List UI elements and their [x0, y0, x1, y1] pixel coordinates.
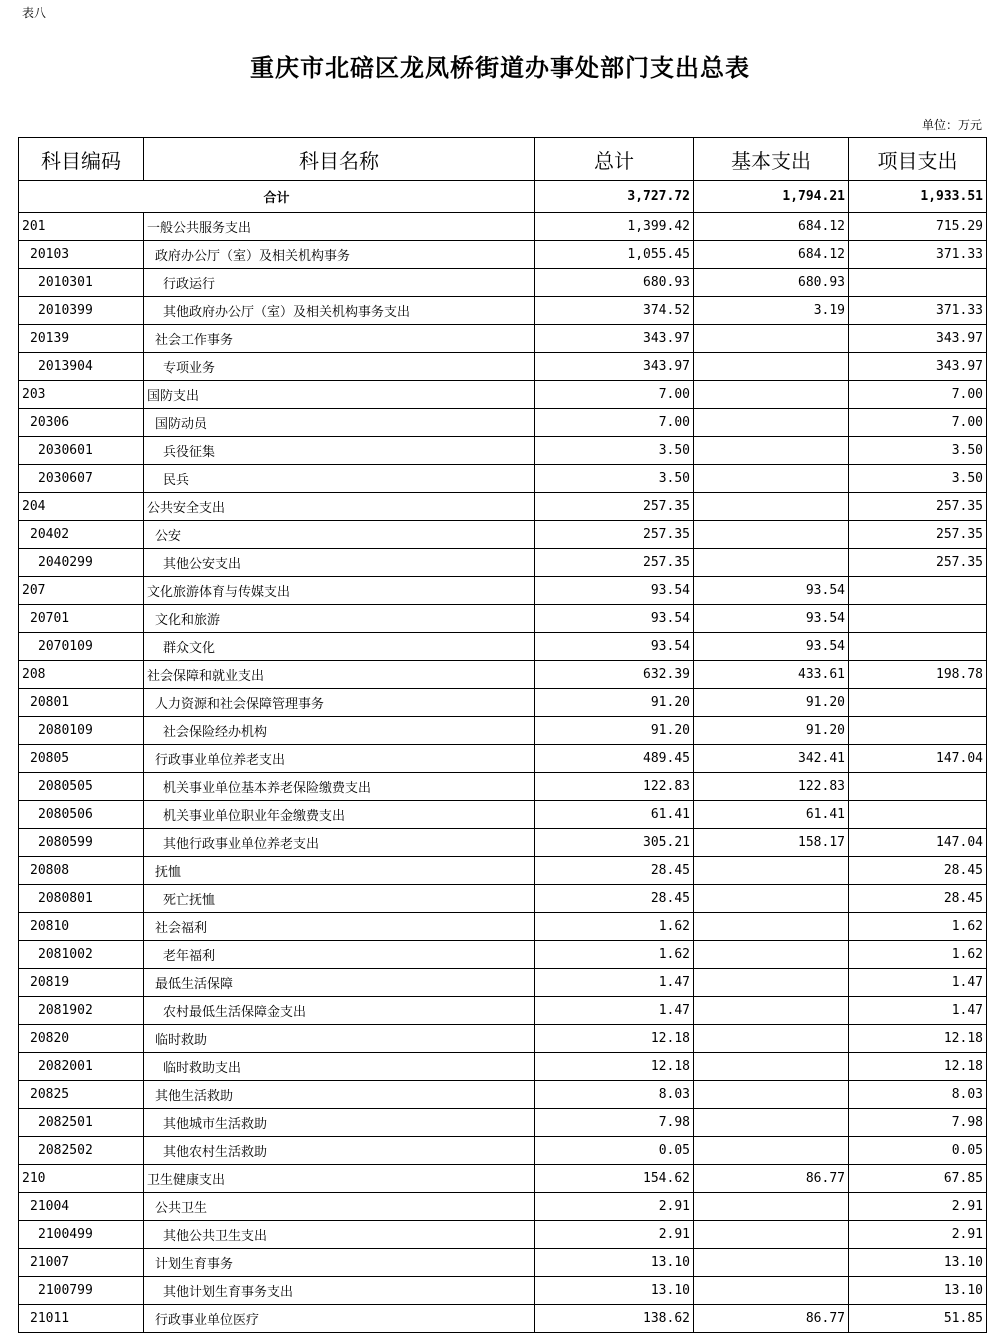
table-row [19, 549, 987, 577]
row-basic: 680.93 [694, 269, 849, 297]
row-project: 715.29 [849, 213, 987, 241]
header-project: 项目支出 [849, 138, 987, 181]
row-code: 2100499 [19, 1221, 144, 1249]
table-row [19, 941, 987, 969]
row-total: 3.50 [535, 437, 694, 465]
table-row [19, 1053, 987, 1081]
row-total: 7.00 [535, 409, 694, 437]
table-row [19, 1025, 987, 1053]
row-code: 207 [19, 577, 144, 605]
table-row [19, 1221, 987, 1249]
row-name: 群众文化 [144, 633, 535, 661]
row-name: 机关事业单位基本养老保险缴费支出 [144, 773, 535, 801]
row-code: 20402 [19, 521, 144, 549]
row-project: 7.98 [849, 1109, 987, 1137]
row-code: 20825 [19, 1081, 144, 1109]
row-code: 2080505 [19, 773, 144, 801]
row-total: 0.05 [535, 1137, 694, 1165]
unit-label: 单位：万元 [921, 118, 982, 132]
table-row [19, 885, 987, 913]
row-name: 政府办公厅（室）及相关机构事务 [144, 241, 535, 269]
row-name: 其他公共卫生支出 [144, 1221, 535, 1249]
header-basic: 基本支出 [694, 138, 849, 181]
row-basic [694, 409, 849, 437]
row-project [849, 801, 987, 829]
row-code: 20819 [19, 969, 144, 997]
row-name: 其他计划生育事务支出 [144, 1277, 535, 1305]
row-code: 2100799 [19, 1277, 144, 1305]
table-row [19, 437, 987, 465]
row-project: 257.35 [849, 549, 987, 577]
table-row [19, 1081, 987, 1109]
table-row [19, 717, 987, 745]
row-project: 0.05 [849, 1137, 987, 1165]
row-project: 3.50 [849, 437, 987, 465]
row-basic: 3.19 [694, 297, 849, 325]
row-basic: 91.20 [694, 717, 849, 745]
table-row [19, 381, 987, 409]
table-row [19, 269, 987, 297]
row-total: 12.18 [535, 1053, 694, 1081]
row-project: 198.78 [849, 661, 987, 689]
row-total: 12.18 [535, 1025, 694, 1053]
row-project [849, 633, 987, 661]
row-name: 社会保障和就业支出 [144, 661, 535, 689]
row-basic: 684.12 [694, 213, 849, 241]
row-project: 7.00 [849, 409, 987, 437]
row-total: 154.62 [535, 1165, 694, 1193]
row-name: 其他生活救助 [144, 1081, 535, 1109]
row-code: 2080109 [19, 717, 144, 745]
table-row [19, 689, 987, 717]
row-code: 2082001 [19, 1053, 144, 1081]
table-row [19, 1109, 987, 1137]
row-name: 兵役征集 [144, 437, 535, 465]
row-project: 1.62 [849, 941, 987, 969]
row-code: 20306 [19, 409, 144, 437]
table-row [19, 465, 987, 493]
row-name: 计划生育事务 [144, 1249, 535, 1277]
row-project: 8.03 [849, 1081, 987, 1109]
row-code: 201 [19, 213, 144, 241]
row-basic [694, 885, 849, 913]
row-name: 机关事业单位职业年金缴费支出 [144, 801, 535, 829]
row-total: 680.93 [535, 269, 694, 297]
row-code: 2013904 [19, 353, 144, 381]
row-project: 343.97 [849, 353, 987, 381]
table-row [19, 353, 987, 381]
row-code: 2081902 [19, 997, 144, 1025]
table-row [19, 1137, 987, 1165]
row-total: 343.97 [535, 353, 694, 381]
row-name: 社会保险经办机构 [144, 717, 535, 745]
row-basic [694, 941, 849, 969]
row-total: 7.98 [535, 1109, 694, 1137]
row-code: 2080506 [19, 801, 144, 829]
total-sum: 3,727.72 [535, 181, 694, 213]
row-project: 3.50 [849, 465, 987, 493]
header-code: 科目编码 [19, 138, 144, 181]
row-total: 91.20 [535, 689, 694, 717]
row-name: 其他政府办公厅（室）及相关机构事务支出 [144, 297, 535, 325]
row-basic [694, 969, 849, 997]
row-basic [694, 437, 849, 465]
row-total: 28.45 [535, 857, 694, 885]
row-name: 公共卫生 [144, 1193, 535, 1221]
row-project: 12.18 [849, 1025, 987, 1053]
row-name: 抚恤 [144, 857, 535, 885]
row-total: 374.52 [535, 297, 694, 325]
row-total: 489.45 [535, 745, 694, 773]
row-total: 1,055.45 [535, 241, 694, 269]
row-name: 文化旅游体育与传媒支出 [144, 577, 535, 605]
row-project [849, 577, 987, 605]
row-basic [694, 1277, 849, 1305]
row-project: 147.04 [849, 829, 987, 857]
row-basic: 86.77 [694, 1165, 849, 1193]
row-total: 91.20 [535, 717, 694, 745]
row-total: 93.54 [535, 605, 694, 633]
row-basic: 342.41 [694, 745, 849, 773]
row-project: 28.45 [849, 885, 987, 913]
row-name: 一般公共服务支出 [144, 213, 535, 241]
row-project: 371.33 [849, 297, 987, 325]
row-project: 7.00 [849, 381, 987, 409]
row-total: 257.35 [535, 521, 694, 549]
table-row [19, 241, 987, 269]
row-name: 其他农村生活救助 [144, 1137, 535, 1165]
row-name: 国防动员 [144, 409, 535, 437]
row-name: 卫生健康支出 [144, 1165, 535, 1193]
table-header-row [19, 138, 987, 181]
row-basic [694, 325, 849, 353]
row-project: 2.91 [849, 1221, 987, 1249]
table-row [19, 297, 987, 325]
row-name: 行政事业单位养老支出 [144, 745, 535, 773]
row-basic: 93.54 [694, 633, 849, 661]
row-total: 13.10 [535, 1249, 694, 1277]
row-code: 20139 [19, 325, 144, 353]
row-name: 最低生活保障 [144, 969, 535, 997]
row-name: 死亡抚恤 [144, 885, 535, 913]
table-row [19, 1165, 987, 1193]
row-total: 3.50 [535, 465, 694, 493]
row-project: 12.18 [849, 1053, 987, 1081]
table-row [19, 325, 987, 353]
row-project [849, 689, 987, 717]
row-basic [694, 1109, 849, 1137]
row-basic [694, 857, 849, 885]
table-row [19, 577, 987, 605]
row-total: 122.83 [535, 773, 694, 801]
row-basic: 93.54 [694, 605, 849, 633]
row-total: 1.47 [535, 997, 694, 1025]
row-total: 1.62 [535, 913, 694, 941]
total-row [19, 181, 987, 213]
row-project: 257.35 [849, 493, 987, 521]
row-name: 临时救助支出 [144, 1053, 535, 1081]
row-total: 257.35 [535, 493, 694, 521]
row-code: 2010399 [19, 297, 144, 325]
row-total: 28.45 [535, 885, 694, 913]
row-project: 13.10 [849, 1277, 987, 1305]
row-name: 专项业务 [144, 353, 535, 381]
header-name: 科目名称 [144, 138, 535, 181]
total-project: 1,933.51 [849, 181, 987, 213]
row-code: 20701 [19, 605, 144, 633]
row-project [849, 773, 987, 801]
row-code: 21004 [19, 1193, 144, 1221]
table-row [19, 1277, 987, 1305]
row-project: 67.85 [849, 1165, 987, 1193]
table-row [19, 829, 987, 857]
table-row [19, 857, 987, 885]
row-name: 老年福利 [144, 941, 535, 969]
row-code: 2080801 [19, 885, 144, 913]
row-basic: 158.17 [694, 829, 849, 857]
row-basic [694, 1249, 849, 1277]
row-basic: 93.54 [694, 577, 849, 605]
row-project [849, 269, 987, 297]
row-code: 21007 [19, 1249, 144, 1277]
row-code: 2080599 [19, 829, 144, 857]
row-code: 2070109 [19, 633, 144, 661]
row-code: 20820 [19, 1025, 144, 1053]
row-code: 2082502 [19, 1137, 144, 1165]
row-name: 文化和旅游 [144, 605, 535, 633]
row-total: 343.97 [535, 325, 694, 353]
table-row [19, 913, 987, 941]
table-row [19, 521, 987, 549]
header-total: 总计 [535, 138, 694, 181]
row-basic [694, 353, 849, 381]
row-code: 210 [19, 1165, 144, 1193]
row-total: 305.21 [535, 829, 694, 857]
row-basic [694, 1137, 849, 1165]
row-basic [694, 1221, 849, 1249]
row-name: 行政运行 [144, 269, 535, 297]
row-total: 61.41 [535, 801, 694, 829]
row-code: 2082501 [19, 1109, 144, 1137]
table-row [19, 801, 987, 829]
row-basic: 86.77 [694, 1305, 849, 1333]
table-row [19, 633, 987, 661]
row-name: 其他行政事业单位养老支出 [144, 829, 535, 857]
table-number-label: 表八 [22, 6, 47, 20]
row-total: 1.47 [535, 969, 694, 997]
row-project: 343.97 [849, 325, 987, 353]
row-name: 民兵 [144, 465, 535, 493]
row-name: 社会福利 [144, 913, 535, 941]
row-code: 20808 [19, 857, 144, 885]
table-row [19, 745, 987, 773]
row-name: 其他城市生活救助 [144, 1109, 535, 1137]
row-project [849, 717, 987, 745]
row-total: 93.54 [535, 633, 694, 661]
expenditure-table [18, 137, 987, 1333]
table-row [19, 605, 987, 633]
row-code: 20805 [19, 745, 144, 773]
table-row [19, 213, 987, 241]
row-basic [694, 465, 849, 493]
row-code: 2030607 [19, 465, 144, 493]
row-code: 20810 [19, 913, 144, 941]
page-title: 重庆市北碚区龙凤桥街道办事处部门支出总表 [250, 53, 750, 82]
row-name: 临时救助 [144, 1025, 535, 1053]
row-name: 国防支出 [144, 381, 535, 409]
row-total: 8.03 [535, 1081, 694, 1109]
table-row [19, 409, 987, 437]
table-row [19, 1305, 987, 1333]
row-code: 204 [19, 493, 144, 521]
row-total: 2.91 [535, 1193, 694, 1221]
table-row [19, 493, 987, 521]
row-basic [694, 521, 849, 549]
row-basic [694, 1081, 849, 1109]
row-basic [694, 1025, 849, 1053]
total-basic: 1,794.21 [694, 181, 849, 213]
row-project: 147.04 [849, 745, 987, 773]
row-project: 28.45 [849, 857, 987, 885]
row-total: 1.62 [535, 941, 694, 969]
table-row [19, 1193, 987, 1221]
row-name: 其他公安支出 [144, 549, 535, 577]
row-code: 208 [19, 661, 144, 689]
row-basic [694, 997, 849, 1025]
row-total: 257.35 [535, 549, 694, 577]
row-project: 13.10 [849, 1249, 987, 1277]
row-code: 20801 [19, 689, 144, 717]
row-name: 农村最低生活保障金支出 [144, 997, 535, 1025]
row-basic: 122.83 [694, 773, 849, 801]
table-row [19, 773, 987, 801]
row-basic [694, 1053, 849, 1081]
row-basic [694, 1193, 849, 1221]
row-code: 2081002 [19, 941, 144, 969]
row-basic: 684.12 [694, 241, 849, 269]
row-code: 2030601 [19, 437, 144, 465]
row-basic [694, 381, 849, 409]
row-project: 257.35 [849, 521, 987, 549]
row-basic [694, 549, 849, 577]
row-name: 行政事业单位医疗 [144, 1305, 535, 1333]
row-total: 138.62 [535, 1305, 694, 1333]
row-name: 人力资源和社会保障管理事务 [144, 689, 535, 717]
row-basic: 61.41 [694, 801, 849, 829]
row-basic: 91.20 [694, 689, 849, 717]
row-basic [694, 913, 849, 941]
total-label: 合计 [19, 181, 535, 213]
row-total: 13.10 [535, 1277, 694, 1305]
row-project [849, 605, 987, 633]
table-row [19, 997, 987, 1025]
row-project: 1.62 [849, 913, 987, 941]
row-project: 1.47 [849, 969, 987, 997]
row-code: 20103 [19, 241, 144, 269]
row-project: 371.33 [849, 241, 987, 269]
row-basic: 433.61 [694, 661, 849, 689]
row-project: 51.85 [849, 1305, 987, 1333]
row-project: 1.47 [849, 997, 987, 1025]
row-name: 公共安全支出 [144, 493, 535, 521]
row-project: 2.91 [849, 1193, 987, 1221]
row-code: 2040299 [19, 549, 144, 577]
row-code: 2010301 [19, 269, 144, 297]
row-name: 公安 [144, 521, 535, 549]
row-total: 7.00 [535, 381, 694, 409]
row-total: 2.91 [535, 1221, 694, 1249]
row-code: 21011 [19, 1305, 144, 1333]
row-name: 社会工作事务 [144, 325, 535, 353]
row-total: 1,399.42 [535, 213, 694, 241]
row-total: 93.54 [535, 577, 694, 605]
table-row [19, 661, 987, 689]
row-basic [694, 493, 849, 521]
table-row [19, 969, 987, 997]
table-row [19, 1249, 987, 1277]
row-total: 632.39 [535, 661, 694, 689]
row-code: 203 [19, 381, 144, 409]
